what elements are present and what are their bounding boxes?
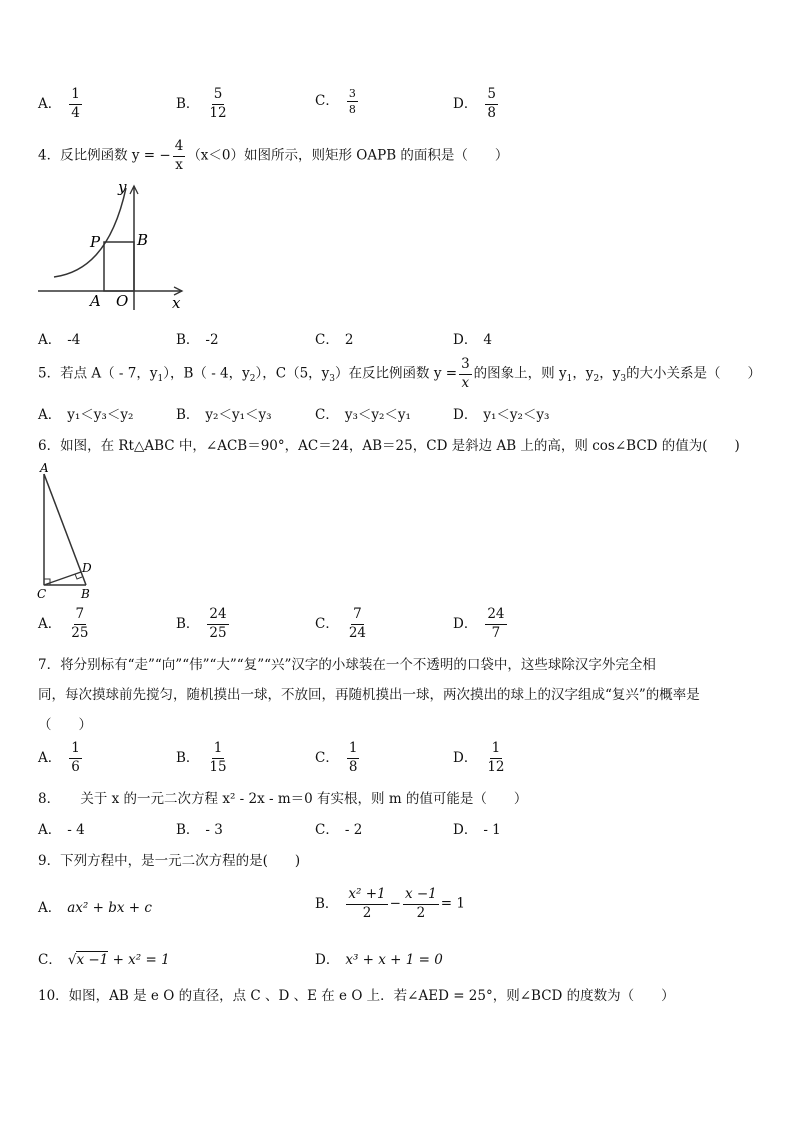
q6-option-d[interactable]: D． $\frac{24}{7}$ [453,606,505,641]
q6-option-b[interactable]: B． $\frac{24}{25}$ [176,606,227,641]
fraction: $\frac{24}{25}$ [209,606,227,641]
q3-option-a[interactable]: A． $\frac{1}{4}$ [38,86,80,121]
fraction: $\frac{7}{25}$ [71,606,89,641]
q5-option-c[interactable]: C． y₃＜y₂＜y₁ [315,407,411,423]
q7-option-d[interactable]: D． $\frac{1}{12}$ [453,740,505,775]
y-axis-label: y [118,180,127,196]
q4-figure [34,180,194,315]
q9-stem: 9．下列方程中，是一元二次方程的是( ) [38,853,301,869]
fraction: $\frac{3}{x}$ [461,356,470,391]
q7-stem-line-2: 同，每次摸球前先搅匀，随机摸出一球，不放回，再随机摸出一球，两次摸出的球上的汉字组成“复兴”的概率是 [38,687,700,703]
fraction: $\frac{24}{7}$ [487,606,505,641]
point-b-label: B [81,587,90,601]
q7-option-b[interactable]: B． $\frac{1}{15}$ [176,740,227,775]
q8-option-a[interactable]: A． - 4 [38,822,85,838]
x-axis-label: x [172,294,181,312]
q10-stem: 10．如图，AB 是 e O 的直径，点 C 、D 、E 在 e O 上．若∠AED = 25°，则∠BCD 的度数为（ ） [38,988,675,1004]
fraction: $\frac{3}{8}$ [348,87,356,116]
q8-stem: 8． 关于 x 的一元二次方程 x² - 2x - m＝0 有实根，则 m 的值可能是（ ） [38,791,528,807]
rectangle-oapb [104,242,134,291]
q3-option-d[interactable]: D． $\frac{5}{8}$ [453,86,496,121]
right-angle-mark-d [75,574,82,579]
fraction: $\frac{x -1}{2}$ [404,886,437,921]
fraction: $\frac{7}{24}$ [348,606,367,641]
q4-stem: 4．反比例函数 y = − $\frac{4}{x}$ （x＜0）如图所示，则矩形 OAPB 的面积是（ ） [38,138,509,173]
fraction: $\frac{1}{6}$ [71,740,80,775]
q5-option-a[interactable]: A． y₁＜y₃＜y₂ [38,407,134,423]
q6-option-a[interactable]: A． $\frac{7}{25}$ [38,606,89,641]
q9-option-a[interactable]: A． ax² + bx + c [38,900,152,916]
q8-option-b[interactable]: B． - 3 [176,822,223,838]
point-c-label: C [37,587,47,601]
q6-stem: 6．如图，在 Rt△ABC 中，∠ACB＝90°，AC＝24，AB＝25，CD 是斜边 AB 上的高，则 cos∠BCD 的值为( ) [38,438,740,454]
fraction: $\frac{5}{8}$ [487,86,496,121]
q5-option-b[interactable]: B． y₂＜y₁＜y₃ [176,407,272,423]
q7-option-a[interactable]: A． $\frac{1}{6}$ [38,740,80,775]
fraction: $\frac{4}{x}$ [174,138,184,173]
q3-option-c[interactable]: C． $\frac{3}{8}$ [315,87,356,116]
fraction: $\frac{1}{4}$ [71,86,80,121]
point-o-label: O [116,292,129,310]
fraction: $\frac{\text{x² +1}}{2}$ [348,886,386,921]
side-ab [44,474,86,585]
q9-option-b[interactable]: B． $\frac{\text{x² +1}}{2}$ − $\frac{x -1}{2}$ = 1 [315,886,465,921]
q7-stem-line-1: 7．将分别标有“走”“向”“伟”“大”“复”“兴”汉字的小球装在一个不透明的口袋中，这些球除汉字外完全相 [38,657,656,673]
q3-option-b[interactable]: B． $\frac{5}{12}$ [176,86,227,121]
q4-option-b[interactable]: B． -2 [176,332,219,348]
fraction: $\frac{5}{12}$ [209,86,227,121]
point-a-label: A [90,292,101,310]
fraction: $\frac{1}{12}$ [487,740,505,775]
fraction: $\frac{1}{15}$ [209,740,227,775]
point-p-label: P [90,233,101,251]
q6-figure [34,460,104,605]
q5-option-d[interactable]: D． y₁＜y₂＜y₃ [453,407,550,423]
q8-option-c[interactable]: C． - 2 [315,822,363,838]
point-a-label: A [40,461,49,475]
q4-option-d[interactable]: D． 4 [453,332,492,348]
q9-option-d[interactable]: D． x³ + x + 1 = 0 [315,952,443,968]
point-d-label: D [82,561,92,575]
q5-stem: 5．若点 A（ - 7，$y_1$），B（ - 4，$y_2$），C（5，$y_3$）在反比例函数 y = $\frac{3}{x}$ 的图象上，则 $y_1$，$y_2$，$y_3$的大小关系是（ ） [38,356,762,391]
q7-stem-line-3: （ ） [38,717,92,733]
q7-option-c[interactable]: C． $\frac{1}{8}$ [315,740,358,775]
q4-option-c[interactable]: C． 2 [315,332,354,348]
q8-option-d[interactable]: D． - 1 [453,822,501,838]
q6-option-c[interactable]: C． $\frac{7}{24}$ [315,606,367,641]
sqrt-icon: √ [67,952,77,968]
fraction: $\frac{1}{8}$ [348,740,358,775]
q9-option-c[interactable]: C． √x −1 + x² = 1 [38,952,170,968]
q4-option-a[interactable]: A． -4 [38,332,81,348]
point-b-label: B [137,231,149,249]
